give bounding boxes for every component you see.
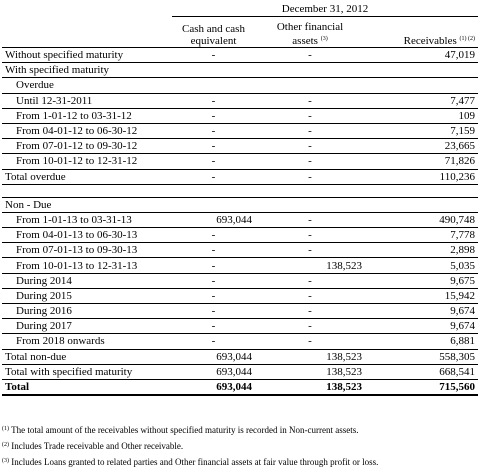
cell-cash: - (172, 123, 255, 138)
cell-receivables: 9,674 (365, 319, 478, 334)
cell-other-financial-assets (255, 197, 365, 212)
table-row (2, 379, 478, 395)
cell-cash: 693,044 (172, 212, 255, 227)
cell-cash: - (172, 334, 255, 349)
cell-cash: - (172, 273, 255, 288)
row-label: During 2017 (2, 319, 172, 334)
cell-receivables (365, 197, 478, 212)
row-label: During 2016 (2, 304, 172, 319)
table-row (2, 169, 478, 184)
table-row (2, 48, 478, 63)
footnote-1-mark: (1) (2, 426, 9, 432)
table-row (2, 288, 478, 303)
period-header: December 31, 2012 (172, 2, 478, 17)
table-row (2, 123, 478, 138)
cell-receivables: 9,675 (365, 273, 478, 288)
cell-cash: - (172, 154, 255, 169)
table-row (2, 93, 478, 108)
cell-receivables: 7,778 (365, 228, 478, 243)
cell-other-financial-assets: - (255, 212, 365, 227)
cell-cash (172, 197, 255, 212)
cell-cash: - (172, 288, 255, 303)
row-label: From 07-01-12 to 09-30-12 (2, 139, 172, 154)
cell-receivables: 47,019 (365, 48, 478, 63)
cell-cash (172, 78, 255, 93)
cell-cash (172, 63, 255, 78)
row-label (2, 184, 172, 197)
table-row (2, 184, 478, 197)
col-header-cash-line1: Cash and cash (182, 23, 245, 35)
table-row (2, 334, 478, 349)
row-label: From 04-01-13 to 06-30-13 (2, 228, 172, 243)
footnote-2-text: Includes Trade receivable and Other receivable. (9, 441, 184, 451)
cell-other-financial-assets: 138,523 (255, 364, 365, 379)
col-header-cash-line2: equivalent (190, 35, 237, 47)
cell-other-financial-assets: - (255, 319, 365, 334)
cell-receivables (365, 63, 478, 78)
cell-receivables: 668,541 (365, 364, 478, 379)
row-label: Until 12-31-2011 (2, 93, 172, 108)
cell-cash: - (172, 139, 255, 154)
cell-receivables: 9,674 (365, 304, 478, 319)
cell-receivables (365, 78, 478, 93)
row-label: From 07-01-13 to 09-30-13 (2, 243, 172, 258)
cell-receivables: 71,826 (365, 154, 478, 169)
table-row (2, 139, 478, 154)
cell-cash: - (172, 169, 255, 184)
footnote-3-mark: (3) (2, 458, 9, 464)
row-label: Without specified maturity (2, 48, 172, 63)
cell-other-financial-assets: - (255, 139, 365, 154)
row-label: Non - Due (2, 197, 172, 212)
cell-cash: - (172, 304, 255, 319)
cell-receivables: 6,881 (365, 334, 478, 349)
row-label: With specified maturity (2, 63, 172, 78)
cell-other-financial-assets: - (255, 228, 365, 243)
table-row (2, 304, 478, 319)
table-row (2, 243, 478, 258)
cell-cash: - (172, 228, 255, 243)
cell-cash: - (172, 93, 255, 108)
col-header-rec-label: Receivables (403, 35, 457, 47)
table-row (2, 364, 478, 379)
table-row (2, 78, 478, 93)
cell-receivables: 490,748 (365, 212, 478, 227)
cell-receivables: 7,159 (365, 123, 478, 138)
cell-other-financial-assets (255, 63, 365, 78)
row-label: From 10-01-13 to 12-31-13 (2, 258, 172, 273)
cell-other-financial-assets: - (255, 108, 365, 123)
footnote-3 (2, 454, 478, 470)
cell-other-financial-assets: - (255, 154, 365, 169)
cell-cash: 693,044 (172, 379, 255, 395)
cell-cash: - (172, 258, 255, 273)
cell-other-financial-assets: - (255, 288, 365, 303)
table-row (2, 108, 478, 123)
row-label: During 2015 (2, 288, 172, 303)
cell-receivables: 715,560 (365, 379, 478, 395)
cell-other-financial-assets (255, 78, 365, 93)
cell-receivables: 558,305 (365, 349, 478, 364)
col-header-receivables (365, 17, 478, 48)
cell-cash: 693,044 (172, 364, 255, 379)
row-label: From 1-01-12 to 03-31-12 (2, 108, 172, 123)
table-row (2, 228, 478, 243)
cell-cash: - (172, 243, 255, 258)
cell-receivables: 23,665 (365, 139, 478, 154)
row-label: From 04-01-12 to 06-30-12 (2, 123, 172, 138)
cell-receivables: 2,898 (365, 243, 478, 258)
cell-other-financial-assets: - (255, 123, 365, 138)
col-header-cash (172, 17, 255, 48)
cell-other-financial-assets: - (255, 169, 365, 184)
row-label: From 10-01-12 to 12-31-12 (2, 154, 172, 169)
cell-receivables: 15,942 (365, 288, 478, 303)
row-label: Total with specified maturity (2, 364, 172, 379)
row-label: Total non-due (2, 349, 172, 364)
table-row (2, 319, 478, 334)
footnote-1-text: The total amount of the receivables without specified maturity is recorded in Non-current assets. (9, 425, 359, 435)
table-row (2, 273, 478, 288)
col-header-ofa-note: (3) (320, 36, 328, 42)
col-header-other-financial-assets (255, 17, 365, 48)
table-body (2, 48, 478, 396)
row-label: Total (2, 379, 172, 395)
cell-cash: 693,044 (172, 349, 255, 364)
row-label: From 1-01-13 to 03-31-13 (2, 212, 172, 227)
cell-receivables: 7,477 (365, 93, 478, 108)
col-header-rec-note: (1) (2) (459, 36, 476, 42)
cell-receivables (365, 184, 478, 197)
footnote-2 (2, 438, 478, 454)
row-label: From 2018 onwards (2, 334, 172, 349)
table-row (2, 258, 478, 273)
cell-receivables: 109 (365, 108, 478, 123)
cell-cash: - (172, 48, 255, 63)
footnote-1 (2, 422, 478, 438)
cell-other-financial-assets: - (255, 48, 365, 63)
footnotes (2, 422, 478, 470)
cell-other-financial-assets: 138,523 (255, 258, 365, 273)
footnote-2-mark: (2) (2, 442, 9, 448)
row-label: Overdue (2, 78, 172, 93)
table-row (2, 154, 478, 169)
col-header-ofa-line1: Other financial (276, 21, 344, 33)
table-row (2, 63, 478, 78)
table-row (2, 212, 478, 227)
maturity-table (2, 2, 478, 396)
cell-other-financial-assets: - (255, 93, 365, 108)
cell-cash: - (172, 319, 255, 334)
table-row (2, 197, 478, 212)
table-row (2, 349, 478, 364)
col-header-ofa-line2: assets (292, 35, 318, 47)
cell-other-financial-assets: - (255, 273, 365, 288)
cell-other-financial-assets: - (255, 334, 365, 349)
cell-other-financial-assets (255, 184, 365, 197)
cell-other-financial-assets: - (255, 304, 365, 319)
cell-cash (172, 184, 255, 197)
cell-receivables: 110,236 (365, 169, 478, 184)
cell-cash: - (172, 108, 255, 123)
row-label: Total overdue (2, 169, 172, 184)
cell-receivables: 5,035 (365, 258, 478, 273)
cell-other-financial-assets: 138,523 (255, 349, 365, 364)
cell-other-financial-assets: - (255, 243, 365, 258)
cell-other-financial-assets: 138,523 (255, 379, 365, 395)
row-label: During 2014 (2, 273, 172, 288)
footnote-3-text: Includes Loans granted to related parties and Other financial assets at fair value through profit or loss. (9, 457, 379, 467)
